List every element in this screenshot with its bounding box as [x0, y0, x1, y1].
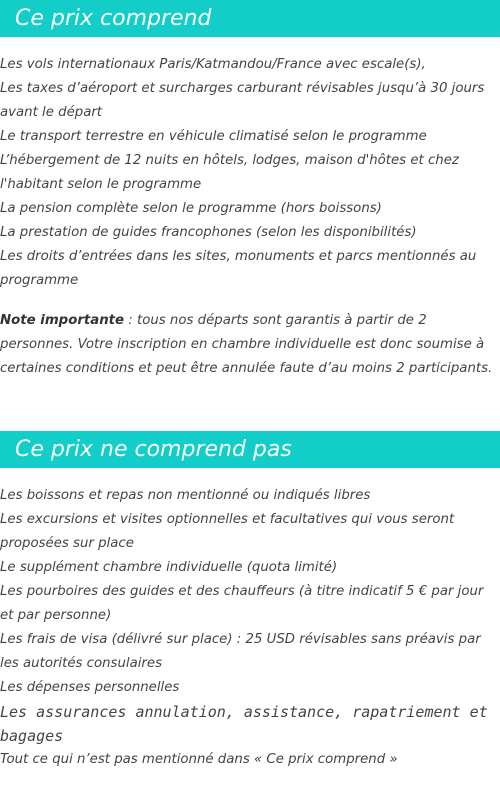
included-item: Les droits d’entrées dans les sites, monuments et parcs mentionnés au programme — [0, 249, 477, 288]
excluded-item: Les dépenses personnelles — [0, 680, 180, 695]
included-item: L’hébergement de 12 nuits en hôtels, lodges, maison d'hôtes et chez l'habitant selon le programme — [0, 153, 459, 192]
included-item: Les taxes d’aéroport et surcharges carburant révisables jusqu’à 30 jours avant le départ — [0, 81, 485, 120]
excluded-item: Les boissons et repas non mentionné ou indiqués libres — [0, 488, 371, 503]
important-note — [0, 309, 500, 381]
excluded-list — [0, 484, 500, 772]
excluded-item: Les frais de visa (délivré sur place) : 25 USD révisables sans préavis par les autorités consulaires — [0, 632, 481, 671]
important-note-label: Note importante — [0, 313, 125, 328]
excluded-item: Les pourboires des guides et des chauffeurs (à titre indicatif 5 € par jour et par personne) — [0, 584, 484, 623]
included-item: Les vols internationaux Paris/Katmandou/France avec escale(s), — [0, 57, 426, 72]
important-note-text: : tous nos départs sont garantis à partir de 2 personnes. Votre inscription en chambre individuelle est donc soumise à certaines conditions et peut être annulée faute d’au moins 2 participants. — [0, 313, 493, 376]
excluded-item: Tout ce qui n’est pas mentionné dans « Ce prix comprend » — [0, 752, 398, 767]
included-item: La prestation de guides francophones (selon les disponibilités) — [0, 225, 417, 240]
excluded-item: Les assurances annulation, assistance, rapatriement et bagages — [0, 703, 488, 745]
excluded-section-title: Ce prix ne comprend pas — [15, 437, 292, 462]
included-section-title: Ce prix comprend — [15, 6, 212, 31]
included-item: La pension complète selon le programme (hors boissons) — [0, 201, 382, 216]
included-item: Le transport terrestre en véhicule climatisé selon le programme — [0, 129, 427, 144]
excluded-section-header — [0, 431, 500, 468]
included-section-header — [0, 0, 500, 37]
excluded-item: Les excursions et visites optionnelles et facultatives qui vous seront proposées sur place — [0, 512, 455, 551]
included-list — [0, 53, 500, 293]
excluded-item: Le supplément chambre individuelle (quota limité) — [0, 560, 338, 575]
